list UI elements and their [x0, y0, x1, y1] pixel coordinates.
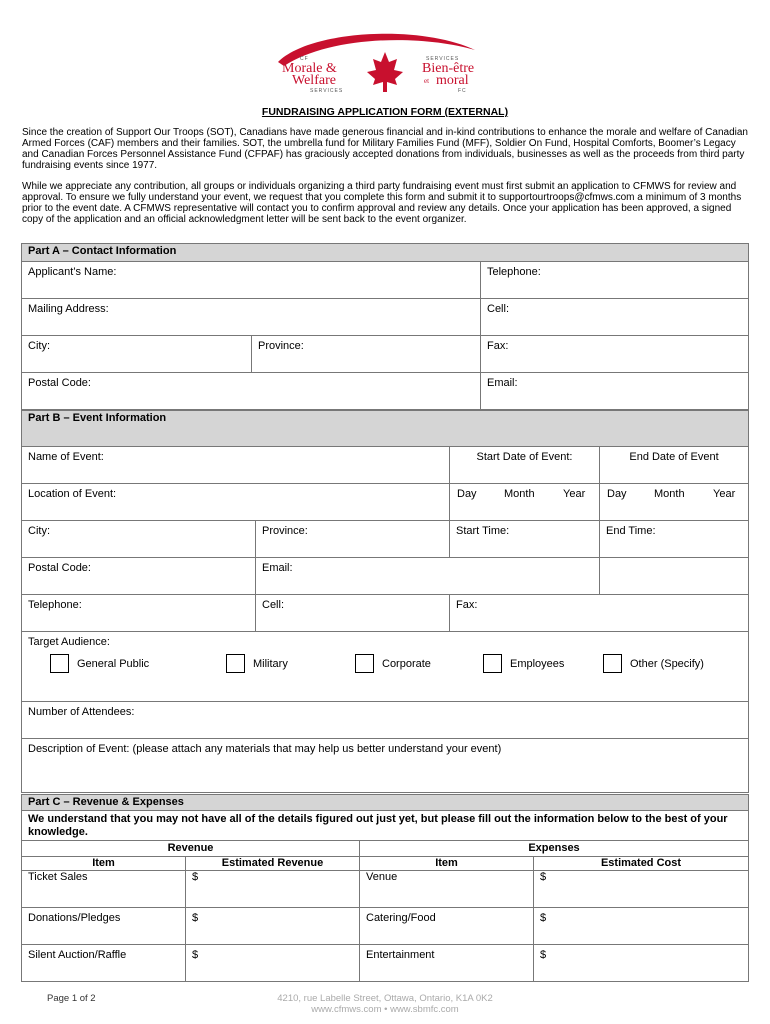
- end-date-label: End Date of Event: [599, 447, 748, 483]
- email-field[interactable]: Email:: [480, 373, 748, 409]
- checkbox-icon[interactable]: [355, 654, 374, 673]
- attendees-field[interactable]: Number of Attendees:: [28, 706, 135, 718]
- telephone-field[interactable]: Telephone:: [480, 262, 748, 298]
- event-city-field[interactable]: City:: [28, 525, 50, 537]
- expense-amount-field[interactable]: $: [533, 945, 748, 981]
- cell-field[interactable]: Cell:: [480, 299, 748, 335]
- audience-employees[interactable]: Employees: [483, 654, 564, 673]
- event-province-field[interactable]: Province:: [255, 521, 449, 557]
- logo-moral-text: moral: [436, 73, 469, 88]
- part-a-row-3: [22, 336, 748, 373]
- part-b-table: [21, 410, 749, 793]
- end-day-label: Day: [607, 488, 627, 500]
- target-audience-row: [22, 632, 748, 702]
- part-c-note: We understand that you may not have all of the details figured out just yet, but please fill out the information below to the best of your knowledge.: [28, 813, 728, 838]
- audience-corporate[interactable]: Corporate: [355, 654, 431, 673]
- page-number: Page 1 of 2: [47, 993, 96, 1004]
- logo-services-fr: SERVICES: [426, 56, 460, 62]
- expense-amount-field[interactable]: $: [533, 871, 748, 907]
- footer-address-block: [0, 993, 770, 1015]
- revenue-item: Ticket Sales: [28, 871, 88, 883]
- start-month-label: Month: [504, 488, 535, 500]
- end-time-field[interactable]: End Time:: [599, 521, 748, 557]
- checkbox-icon[interactable]: [226, 654, 245, 673]
- intro-paragraph-2: While we appreciate any contribution, all groups or individuals organizing a third party fundraising event must first submit an application to CFMWS for review and approval. To ensure we fully understand your event, we request that you complete this form and submit it to supportourtroops@cfmws.com a minimum of 3 months prior to the event date. A CFMWS representative will contact you to confirm approval and review any details. Once your application has been approved, a signed copy of the application and an official acknowledgment letter will be sent back to the event organizer.: [22, 181, 742, 225]
- column-header-row: [22, 857, 748, 871]
- revenue-item: Donations/Pledges: [28, 912, 121, 924]
- table-row: [22, 908, 748, 945]
- expense-item: Catering/Food: [359, 908, 533, 944]
- intro-paragraph-1: Since the creation of Support Our Troops (SOT), Canadians have made generous financial and in-kind contributions to enhance the morale and welfare of Canadian Armed Forces (CAF) members and their families. SOT, the umbrella fund for Military Families Fund (MFF), Soldier On Fund, Hospital Comforts, Boomer’s Legacy and Canadian Forces Personnel Assistance Fund (CFPAF) has graciously accepted donations from individuals, businesses as well as the proceeds from third party fundraising events since 1977.: [22, 127, 748, 171]
- start-time-field[interactable]: Start Time:: [449, 521, 599, 557]
- estimated-revenue-header: Estimated Revenue: [185, 857, 359, 870]
- end-year-label: Year: [713, 488, 736, 500]
- event-blank-cell: [599, 558, 748, 594]
- revenue-amount-field[interactable]: $: [185, 945, 359, 981]
- expenses-heading: Expenses: [359, 841, 748, 856]
- expense-item: Venue: [359, 871, 533, 907]
- event-fax-field[interactable]: Fax:: [449, 595, 748, 631]
- logo-bien-etre-text: Bien-être: [422, 61, 475, 76]
- start-date-label: Start Date of Event:: [449, 447, 599, 483]
- description-field[interactable]: Description of Event: (please attach any materials that may help us better understand your event): [28, 743, 502, 755]
- end-month-label: Month: [654, 488, 685, 500]
- expense-item-header: Item: [359, 857, 533, 870]
- revenue-item-header: Item: [92, 857, 115, 869]
- part-c-note-row: [22, 811, 748, 841]
- part-b-row-3: [22, 521, 748, 558]
- table-row: [22, 871, 748, 908]
- part-a-header: Part A – Contact Information: [22, 243, 748, 262]
- revenue-item: Silent Auction/Raffle: [28, 949, 127, 961]
- event-email-field[interactable]: Email:: [255, 558, 599, 594]
- province-field[interactable]: Province:: [251, 336, 480, 372]
- logo-cf-label: CF: [300, 56, 309, 62]
- postal-code-field[interactable]: Postal Code:: [28, 377, 91, 389]
- form-title: FUNDRAISING APPLICATION FORM (EXTERNAL): [261, 106, 509, 118]
- part-a-table: [21, 243, 749, 410]
- logo-fc-label: FC: [458, 88, 467, 94]
- event-location-field[interactable]: Location of Event:: [28, 488, 117, 500]
- audience-military[interactable]: Military: [226, 654, 288, 673]
- end-date-field[interactable]: [599, 484, 748, 520]
- cfmws-logo: [270, 28, 500, 96]
- logo-morale-text: Morale &: [282, 61, 337, 76]
- revenue-expenses-header-row: [22, 841, 748, 857]
- footer-address: 4210, rue Labelle Street, Ottawa, Ontario, K1A 0K2: [277, 993, 493, 1004]
- checkbox-icon[interactable]: [50, 654, 69, 673]
- part-b-header: Part B – Event Information: [22, 410, 748, 447]
- part-b-row-1: [22, 447, 748, 484]
- applicant-name-field[interactable]: Applicant’s Name:: [28, 266, 117, 278]
- mailing-address-field[interactable]: Mailing Address:: [28, 303, 109, 315]
- revenue-amount-field[interactable]: $: [185, 908, 359, 944]
- part-a-row-4: [22, 373, 748, 410]
- event-telephone-field[interactable]: Telephone:: [28, 599, 82, 611]
- table-row: [22, 945, 748, 982]
- target-audience-label: Target Audience:: [28, 636, 110, 648]
- revenue-amount-field[interactable]: $: [185, 871, 359, 907]
- estimated-cost-header: Estimated Cost: [533, 857, 748, 870]
- part-c-table: [21, 794, 749, 982]
- start-date-field[interactable]: [449, 484, 599, 520]
- part-a-row-2: [22, 299, 748, 336]
- event-cell-field[interactable]: Cell:: [255, 595, 449, 631]
- attendees-row: [22, 702, 748, 739]
- checkbox-icon[interactable]: [483, 654, 502, 673]
- revenue-heading: Revenue: [167, 842, 214, 854]
- expense-item: Entertainment: [359, 945, 533, 981]
- checkbox-icon[interactable]: [603, 654, 622, 673]
- part-c-header: Part C – Revenue & Expenses: [22, 794, 748, 811]
- logo-welfare-text: Welfare: [292, 73, 336, 88]
- audience-other[interactable]: Other (Specify): [603, 654, 704, 673]
- start-year-label: Year: [563, 488, 586, 500]
- logo-services-en: SERVICES: [310, 88, 344, 94]
- part-b-row-4: [22, 558, 748, 595]
- event-postal-code-field[interactable]: Postal Code:: [28, 562, 91, 574]
- start-day-label: Day: [457, 488, 477, 500]
- city-field[interactable]: City:: [28, 340, 50, 352]
- description-row: [22, 739, 748, 793]
- audience-general-public[interactable]: General Public: [50, 654, 149, 673]
- part-b-row-2: [22, 484, 748, 521]
- footer-websites: www.cfmws.com • www.sbmfc.com: [311, 1004, 459, 1015]
- part-a-row-1: [22, 262, 748, 299]
- fax-field[interactable]: Fax:: [480, 336, 748, 372]
- audience-checkbox-group: [22, 654, 748, 674]
- logo-et-text: et: [424, 77, 430, 85]
- event-name-field[interactable]: Name of Event:: [28, 451, 104, 463]
- part-b-row-5: [22, 595, 748, 632]
- expense-amount-field[interactable]: $: [533, 908, 748, 944]
